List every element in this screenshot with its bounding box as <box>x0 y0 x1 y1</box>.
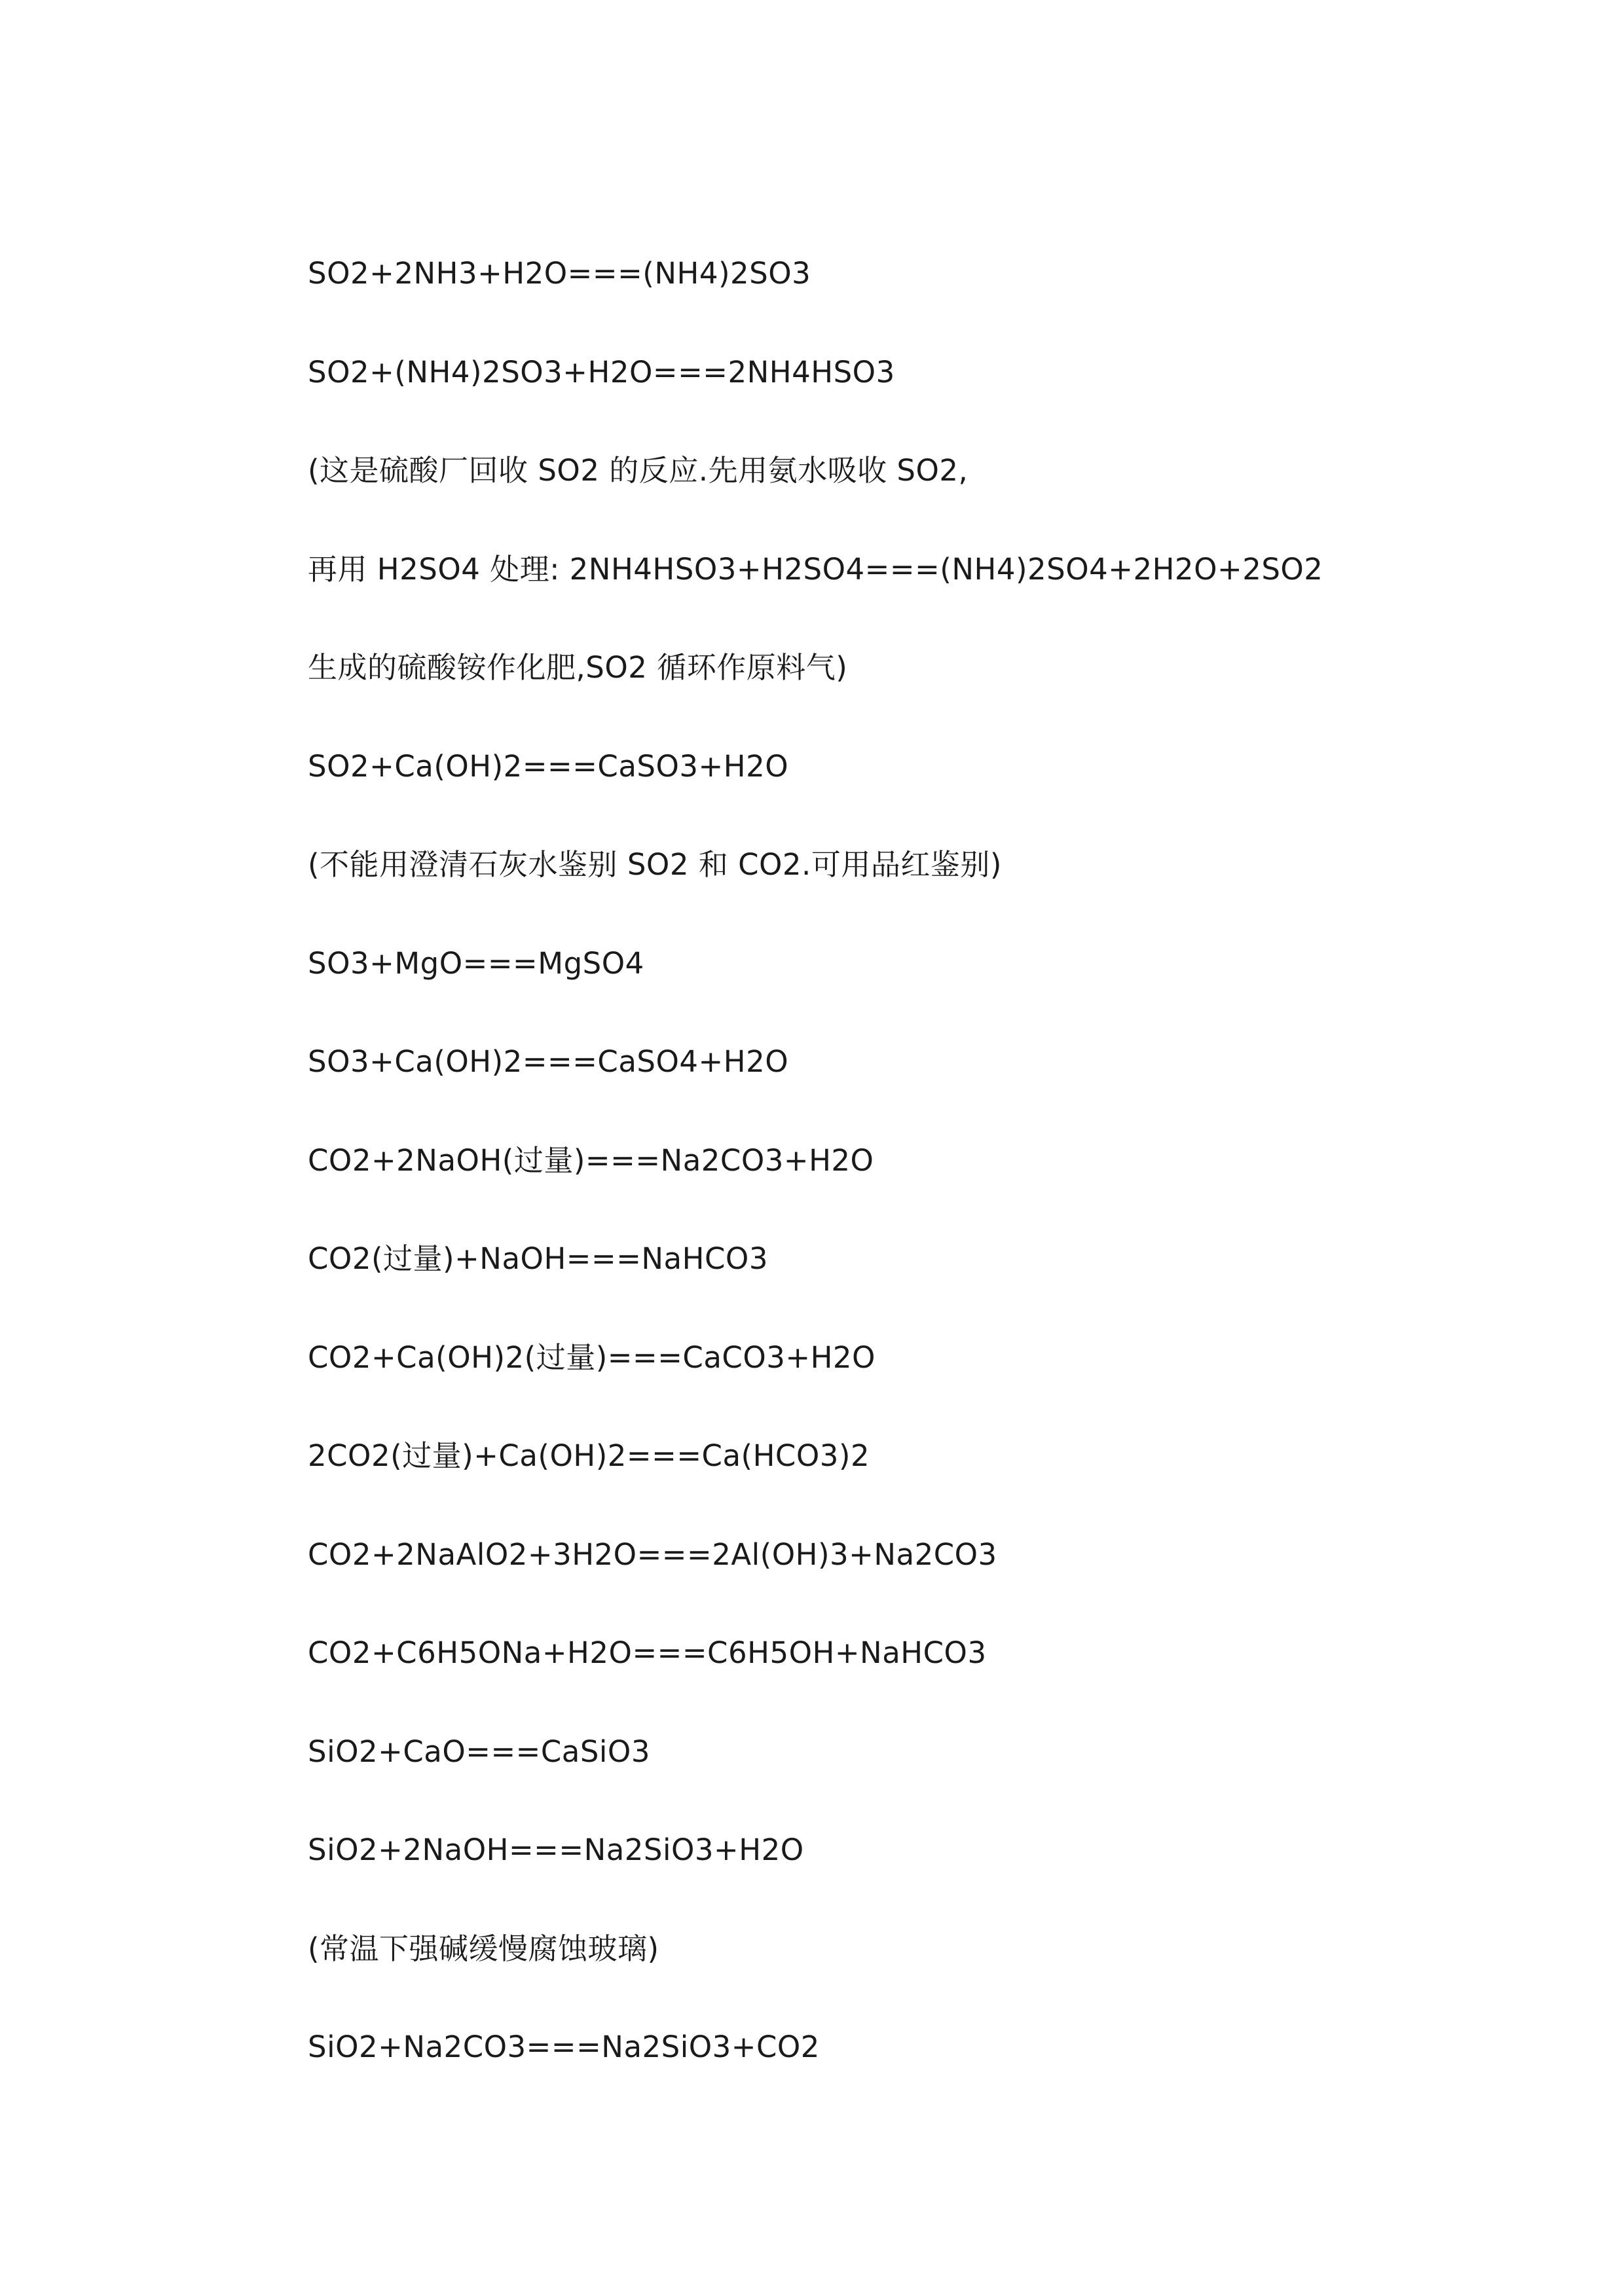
equation-line: SO2+2NH3+H2O===(NH4)2SO3 <box>308 256 811 291</box>
equation-line: CO2+Ca(OH)2(过量)===CaCO3+H2O <box>308 1339 876 1375</box>
note-line: 再用 H2SO4 处理: 2NH4HSO3+H2SO4===(NH4)2SO4+2H2O+2SO2 <box>308 551 1323 587</box>
document-body <box>308 254 1552 2126</box>
note-line: (不能用澄清石灰水鉴别 SO2 和 CO2.可用品红鉴别) <box>308 847 1002 882</box>
equation-line: SiO2+2NaOH===Na2SiO3+H2O <box>308 1832 804 1867</box>
equation-line: CO2+2NaAlO2+3H2O===2Al(OH)3+Na2CO3 <box>308 1537 997 1572</box>
note-line: 生成的硫酸铵作化肥,SO2 循环作原料气) <box>308 650 848 685</box>
equation-line: CO2+C6H5ONa+H2O===C6H5OH+NaHCO3 <box>308 1635 987 1670</box>
note-line: (常温下强碱缓慢腐蚀玻璃) <box>308 1931 659 1966</box>
equation-line: SiO2+Na2CO3===Na2SiO3+CO2 <box>308 2030 820 2064</box>
note-line: (这是硫酸厂回收 SO2 的反应.先用氨水吸收 SO2, <box>308 453 969 488</box>
equation-line: CO2+2NaOH(过量)===Na2CO3+H2O <box>308 1142 874 1178</box>
equation-line: SO2+Ca(OH)2===CaSO3+H2O <box>308 748 789 784</box>
equation-line: 2CO2(过量)+Ca(OH)2===Ca(HCO3)2 <box>308 1438 870 1473</box>
equation-line: SiO2+CaO===CaSiO3 <box>308 1734 650 1769</box>
equation-line: SO3+Ca(OH)2===CaSO4+H2O <box>308 1044 789 1079</box>
equation-line: CO2(过量)+NaOH===NaHCO3 <box>308 1241 768 1276</box>
equation-line: SO2+(NH4)2SO3+H2O===2NH4HSO3 <box>308 354 895 390</box>
equation-line: SO3+MgO===MgSO4 <box>308 945 644 981</box>
